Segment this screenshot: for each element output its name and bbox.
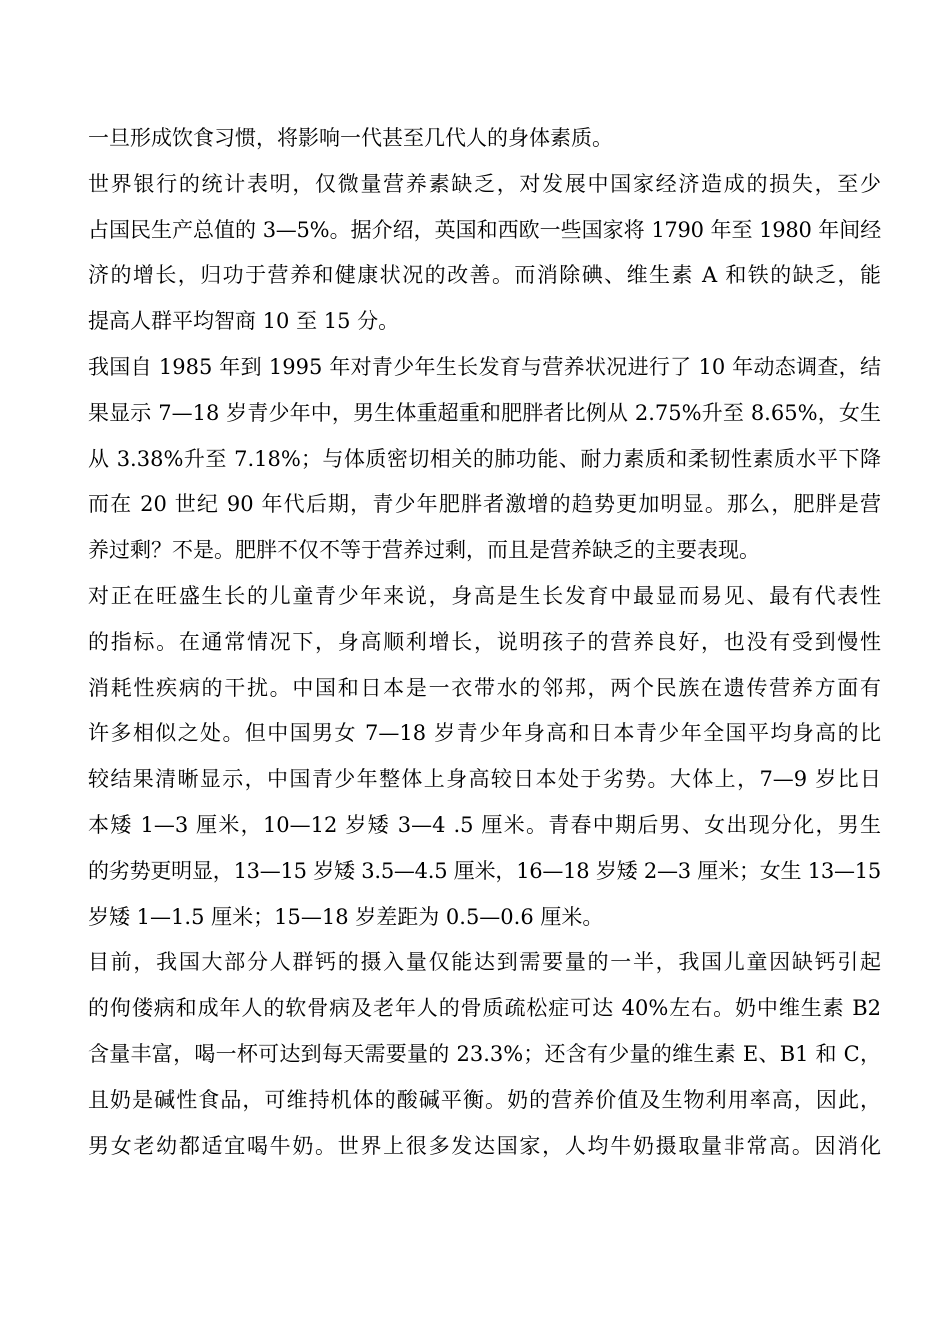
- paragraph-line: 目前，我国大部分人群钙的摄入量仅能达到需要量的一半，我国儿童因缺钙引起: [88, 950, 881, 975]
- paragraph-line: 世界银行的统计表明，仅微量营养素缺乏，对发展中国家经济造成的损失，至少: [88, 171, 881, 196]
- paragraph-line: 本矮 1—3 厘米，10—12 岁矮 3—4 .5 厘米。青春中期后男、女出现分化，男生: [88, 812, 881, 837]
- paragraph-line: 的劣势更明显，13—15 岁矮 3.5—4.5 厘米，16—18 岁矮 2—3 厘米；女生 13—15: [88, 858, 881, 883]
- document-page: [88, 116, 881, 1169]
- paragraph-line: 男女老幼都适宜喝牛奶。世界上很多发达国家，人均牛奶摄取量非常高。因消化: [88, 1133, 881, 1158]
- paragraph-line: 占国民生产总值的 3—5%。据介绍，英国和西欧一些国家将 1790 年至 1980 年间经: [88, 217, 881, 242]
- paragraph-line: 提高人群平均智商 10 至 15 分。: [88, 309, 400, 334]
- paragraph-line: 果显示 7—18 岁青少年中，男生体重超重和肥胖者比例从 2.75%升至 8.65%，女生: [88, 400, 881, 425]
- paragraph-line: 养过剩？不是。肥胖不仅不等于营养过剩，而且是营养缺乏的主要表现。: [88, 538, 760, 563]
- paragraph-line: 济的增长，归功于营养和健康状况的改善。而消除碘、维生素 A 和铁的缺乏，能: [88, 263, 881, 288]
- paragraph-line: 从 3.38%升至 7.18%；与体质密切相关的肺功能、耐力素质和柔韧性素质水平下降: [88, 446, 881, 471]
- paragraph-line: 消耗性疾病的干扰。中国和日本是一衣带水的邻邦，两个民族在遗传营养方面有: [88, 675, 881, 700]
- paragraph-line: 的佝偻病和成年人的软骨病及老年人的骨质疏松症可达 40%左右。奶中维生素 B2: [88, 996, 881, 1021]
- paragraph-line: 而在 20 世纪 90 年代后期，青少年肥胖者激增的趋势更加明显。那么，肥胖是营: [88, 492, 881, 517]
- paragraph-1: [88, 116, 881, 162]
- paragraph-line: 且奶是碱性食品，可维持机体的酸碱平衡。奶的营养价值及生物利用率高，因此，: [88, 1087, 881, 1112]
- paragraph-line: 许多相似之处。但中国男女 7—18 岁青少年身高和日本青少年全国平均身高的比: [88, 721, 881, 746]
- paragraph-5: [88, 940, 881, 1169]
- paragraph-line: 对正在旺盛生长的儿童青少年来说，身高是生长发育中最显而易见、最有代表性: [88, 583, 881, 608]
- paragraph-2: [88, 162, 881, 345]
- paragraph-4: [88, 574, 881, 940]
- paragraph-line: 较结果清晰显示，中国青少年整体上身高较日本处于劣势。大体上，7—9 岁比日: [88, 767, 881, 792]
- paragraph-line: 岁矮 1—1.5 厘米；15—18 岁差距为 0.5—0.6 厘米。: [88, 904, 604, 929]
- paragraph-line: 含量丰富，喝一杯可达到每天需要量的 23.3%；还含有少量的维生素 E、B1 和 C，: [88, 1041, 881, 1066]
- paragraph-line: 的指标。在通常情况下，身高顺利增长，说明孩子的营养良好，也没有受到慢性: [88, 629, 881, 654]
- paragraph-line: 我国自 1985 年到 1995 年对青少年生长发育与营养状况进行了 10 年动态调查，结: [88, 354, 881, 379]
- paragraph-line: 一旦形成饮食习惯，将影响一代甚至几代人的身体素质。: [88, 126, 613, 150]
- paragraph-3: [88, 345, 881, 574]
